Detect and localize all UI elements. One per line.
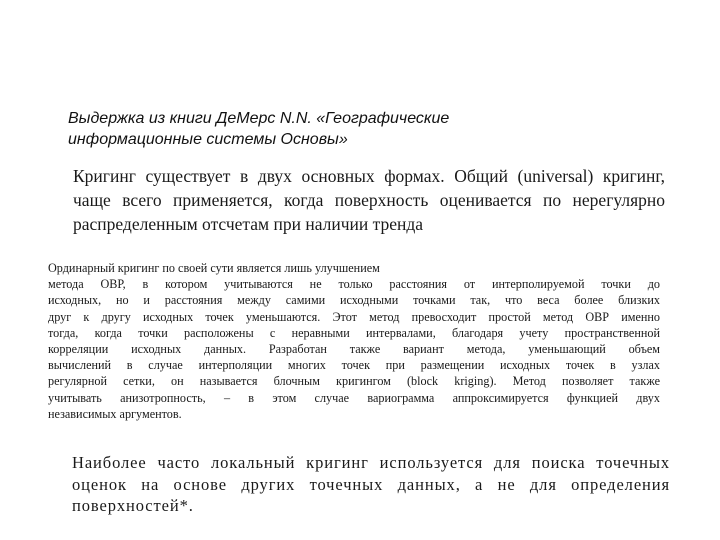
text-line: друг к другу исходных точек уменьшаются. Этот метод превосходит простой метод ОВР именно <box>48 309 660 324</box>
scanned-paragraph-local-kriging <box>72 452 670 517</box>
text-line: тогда, когда точки расположены с неравными интервалами, благодаря учету пространственной <box>48 325 660 340</box>
text-line: корреляции исходных данных. Разработан также вариант метода, уменьшающий объем <box>48 342 660 357</box>
text-line: исходных, но и расстояния между самими исходными точками так, что веса более близких <box>48 293 660 308</box>
heading-line: информационные системы Основы» <box>68 131 348 148</box>
text-line: распределенным отсчетам при наличии тренда <box>73 214 424 234</box>
text-line: оценок на основе других точечных данных, а не для определения <box>72 474 670 494</box>
text-line: Наиболее часто локальный кригинг используется для поиска точечных <box>72 453 670 472</box>
text-line: вычислений в случае интерполяции многих точек при размещении исходных точек в узлах <box>48 358 660 373</box>
text-line: Ординарный кригинг по своей сути является лишь улучшением <box>48 261 380 275</box>
scanned-paragraph-universal-kriging <box>73 164 665 236</box>
text-line: поверхностей*. <box>72 496 194 515</box>
scanned-paragraph-ordinary-kriging <box>48 260 660 422</box>
heading-line: Выдержка из книги ДеМерс N.N. «Географические <box>68 110 450 127</box>
text-line: учитывать анизотропность, – в этом случае вариограмма аппроксимируется функцией двух <box>48 390 660 405</box>
text-line: регулярной сетки, он называется блочным кригингом (block kriging). Метод позволяет также <box>48 374 660 389</box>
text-line: метода ОВР, в котором учитываются не только расстояния от интерполируемой точки до <box>48 277 660 292</box>
slide-heading <box>68 108 628 150</box>
text-line: независимых аргументов. <box>48 406 182 421</box>
text-line: чаще всего применяется, когда поверхность оценивается по нерегулярно <box>73 190 665 210</box>
text-line: Кригинг существует в двух основных формах. Общий (universal) кригинг, <box>73 166 665 186</box>
